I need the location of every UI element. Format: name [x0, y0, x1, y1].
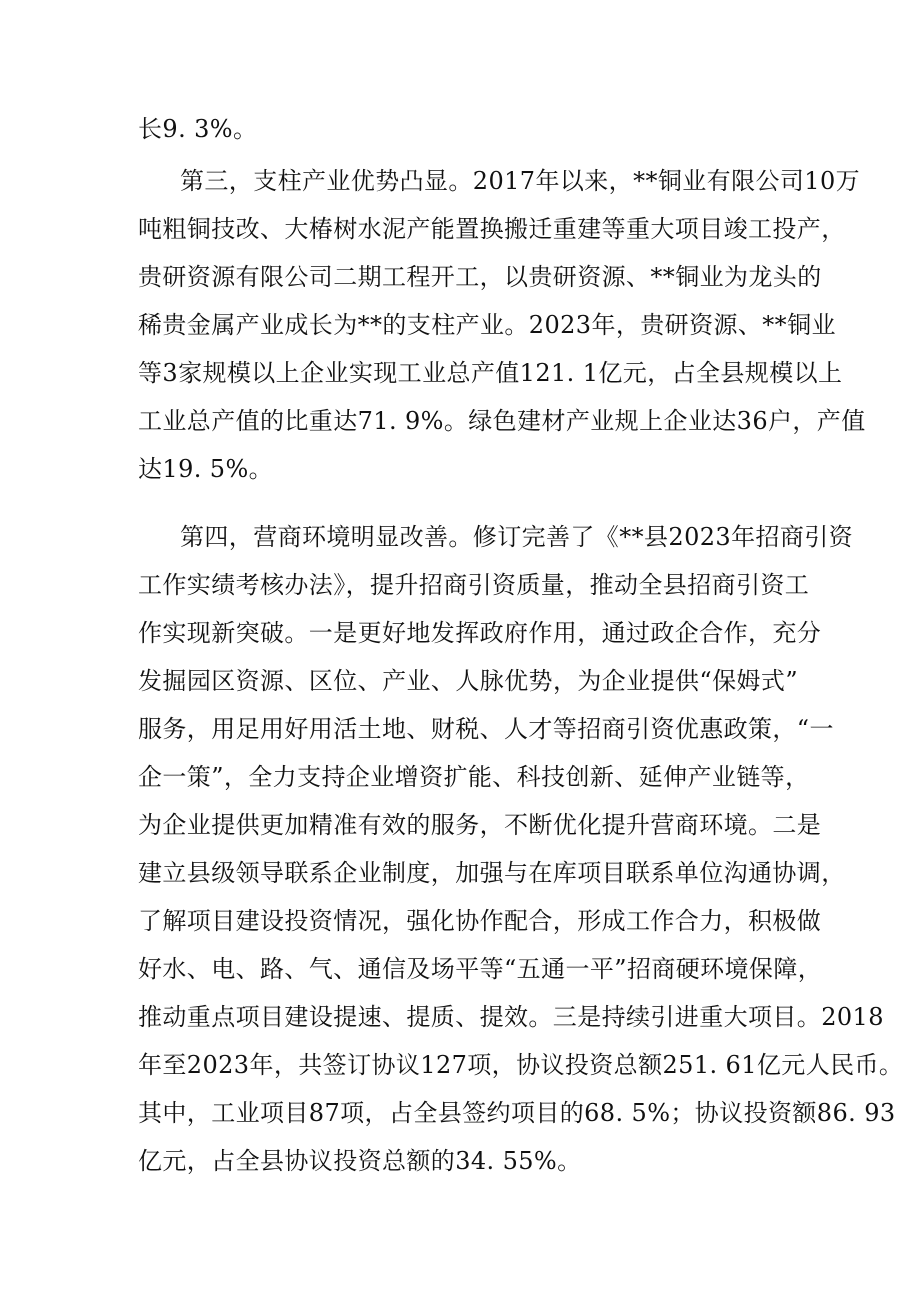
text-line: 贵研资源有限公司二期工程开工，以贵研资源、**铜业为龙头的 — [138, 263, 822, 291]
paragraph-business-environment — [138, 513, 904, 1185]
text-line: 工业总产值的比重达71. 9%。绿色建材产业规上企业达36户，产值 — [138, 407, 866, 435]
paragraph-pillar-industry — [138, 157, 866, 493]
text-line: 了解项目建设投资情况，强化协作配合，形成工作合力，积极做 — [138, 907, 822, 935]
text-line: 好水、电、路、气、通信及场平等“五通一平”招商硬环境保障， — [138, 955, 823, 983]
text-line: 推动重点项目建设提速、提质、提效。三是持续引进重大项目。2018 — [138, 1003, 884, 1031]
text-line: 等3家规模以上企业实现工业总产值121. 1亿元，占全县规模以上 — [138, 359, 843, 387]
text-line: 亿元，占全县协议投资总额的34. 55%。 — [138, 1147, 582, 1175]
paragraph-growth-tail — [138, 105, 798, 153]
text-line: 稀贵金属产业成长为**的支柱产业。2023年，贵研资源、**铜业 — [138, 311, 836, 339]
text-line: 其中，工业项目87项，占全县签约项目的68. 5%；协议投资额86. 93 — [138, 1099, 896, 1127]
text-line: 为企业提供更加精准有效的服务，不断优化提升营商环境。二是 — [138, 811, 822, 839]
text-line: 达19. 5%。 — [138, 455, 274, 483]
text-line: 长9. 3%。 — [138, 115, 258, 143]
text-line: 工作实绩考核办法》，提升招商引资质量，推动全县招商引资工 — [138, 571, 810, 599]
text-line: 第四，营商环境明显改善。修订完善了《**县2023年招商引资 — [180, 523, 854, 551]
text-line: 服务，用足用好用活土地、财税、人才等招商引资优惠政策，“一 — [138, 715, 834, 743]
text-line: 年至2023年，共签订协议127项，协议投资总额251. 61亿元人民币。 — [138, 1051, 904, 1079]
text-line: 吨粗铜技改、大椿树水泥产能置换搬迁重建等重大项目竣工投产， — [138, 215, 846, 243]
text-line: 建立县级领导联系企业制度，加强与在库项目联系单位沟通协调， — [138, 859, 846, 887]
text-line: 作实现新突破。一是更好地发挥政府作用，通过政企合作，充分 — [138, 619, 822, 647]
text-line: 企一策”，全力支持企业增资扩能、科技创新、延伸产业链等， — [138, 763, 810, 791]
text-line: 第三，支柱产业优势凸显。2017年以来，**铜业有限公司10万 — [180, 167, 861, 195]
text-line: 发掘园区资源、区位、产业、人脉优势，为企业提供“保姆式” — [138, 667, 798, 695]
